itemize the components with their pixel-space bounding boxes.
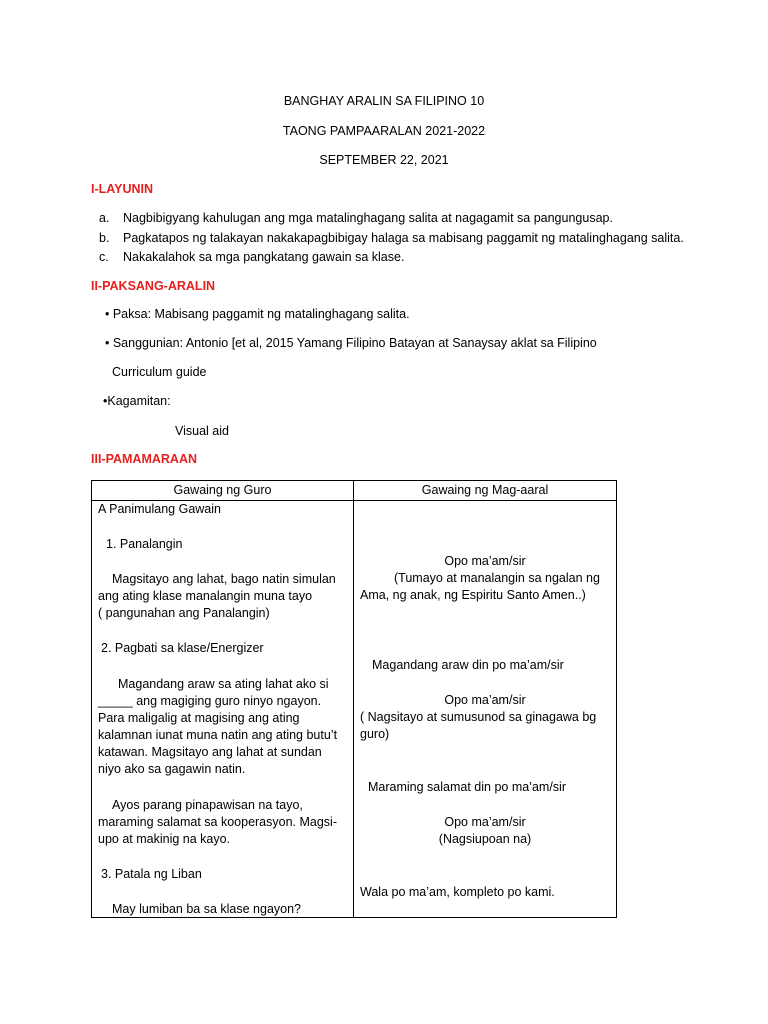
column-header-guro: Gawaing ng Guro — [92, 481, 354, 501]
sanggunian-continued: Curriculum guide — [112, 365, 207, 379]
guro-line: niyo ako sa gagawin natin. — [98, 762, 246, 776]
guro-line: A Panimulang Gawain — [98, 502, 221, 516]
magaaral-line: Wala po ma’am, kompleto po kami. — [360, 885, 555, 899]
guro-line: 3. Patala ng Liban — [101, 867, 202, 881]
layunin-item — [99, 231, 684, 245]
item-label: a. — [99, 211, 110, 225]
guro-line: 2. Pagbati sa klase/Energizer — [101, 641, 264, 655]
kagamitan-line: •Kagamitan: — [103, 394, 171, 408]
magaaral-line: ( Nagsitayo at sumusunod sa ginagawa bg — [360, 710, 597, 724]
school-year: TAONG PAMPAARALAN 2021-2022 — [282, 124, 486, 138]
magaaral-line: Opo ma’am/sir — [444, 815, 526, 829]
guro-line: katawan. Magsitayo ang lahat at sundan — [98, 745, 322, 759]
document-title: BANGHAY ARALIN SA FILIPINO 10 — [283, 94, 485, 108]
guro-line: maraming salamat sa kooperasyon. Magsi- — [98, 815, 337, 829]
magaaral-line: Maraming salamat din po ma’am/sir — [368, 780, 566, 794]
guro-line: Ayos parang pinapawisan na tayo, — [112, 798, 303, 812]
guro-line: ( pangunahan ang Panalangin) — [98, 606, 270, 620]
lesson-date: SEPTEMBER 22, 2021 — [319, 153, 449, 167]
paksa-line: • Paksa: Mabisang paggamit ng matalinghagang salita. — [105, 307, 410, 321]
magaaral-line: Opo ma’am/sir — [444, 693, 526, 707]
magaaral-cell — [354, 501, 617, 918]
item-text: Pagkatapos ng talakayan nakakapagbibigay halaga sa mabisang paggamit ng matalinghagang salita. — [123, 231, 684, 245]
pamamaraan-table — [91, 480, 617, 918]
table-header-row — [92, 481, 617, 501]
layunin-item — [99, 211, 613, 225]
item-label: c. — [99, 250, 109, 264]
item-text: Nagbibigyang kahulugan ang mga matalinghagang salita at nagagamit sa pangungusap. — [123, 211, 613, 225]
guro-line: Magandang araw sa ating lahat ako si — [118, 677, 329, 691]
layunin-item — [99, 250, 404, 264]
column-header-magaaral: Gawaing ng Mag-aaral — [354, 481, 617, 501]
kagamitan-item: Visual aid — [175, 424, 229, 438]
magaaral-line: (Nagsiupoan na) — [438, 832, 532, 846]
guro-line: _____ ang magiging guro ninyo ngayon. — [98, 694, 322, 708]
table-row — [92, 501, 617, 918]
paksang-aralin-heading: II-PAKSANG-ARALIN — [91, 279, 216, 293]
guro-line: upo at makinig na kayo. — [98, 832, 231, 846]
item-text: Nakakalahok sa mga pangkatang gawain sa klase. — [123, 250, 405, 264]
item-label: b. — [99, 231, 110, 245]
guro-line: 1. Panalangin — [106, 537, 183, 551]
magaaral-line: guro) — [360, 727, 390, 741]
magaaral-line: (Tumayo at manalangin sa ngalan ng — [394, 571, 600, 585]
layunin-heading: I-LAYUNIN — [91, 182, 154, 196]
magaaral-line: Ama, ng anak, ng Espiritu Santo Amen..) — [360, 588, 586, 602]
sanggunian-line: • Sanggunian: Antonio [et al, 2015 Yamang Filipino Batayan at Sanaysay aklat sa Filipino — [105, 336, 597, 350]
guro-line: Para maligalig at magising ang ating — [98, 711, 300, 725]
guro-line: ang ating klase manalangin muna tayo — [98, 589, 313, 603]
magaaral-line: Magandang araw din po ma’am/sir — [372, 658, 564, 672]
pamamaraan-heading: III-PAMAMARAAN — [91, 452, 198, 466]
guro-line: kalamnan iunat muna natin ang ating butu’t — [98, 728, 338, 742]
guro-line: May lumiban ba sa klase ngayon? — [112, 902, 302, 916]
magaaral-line: Opo ma’am/sir — [444, 554, 526, 568]
guro-cell — [92, 501, 354, 918]
guro-line: Magsitayo ang lahat, bago natin simulan — [112, 572, 336, 586]
